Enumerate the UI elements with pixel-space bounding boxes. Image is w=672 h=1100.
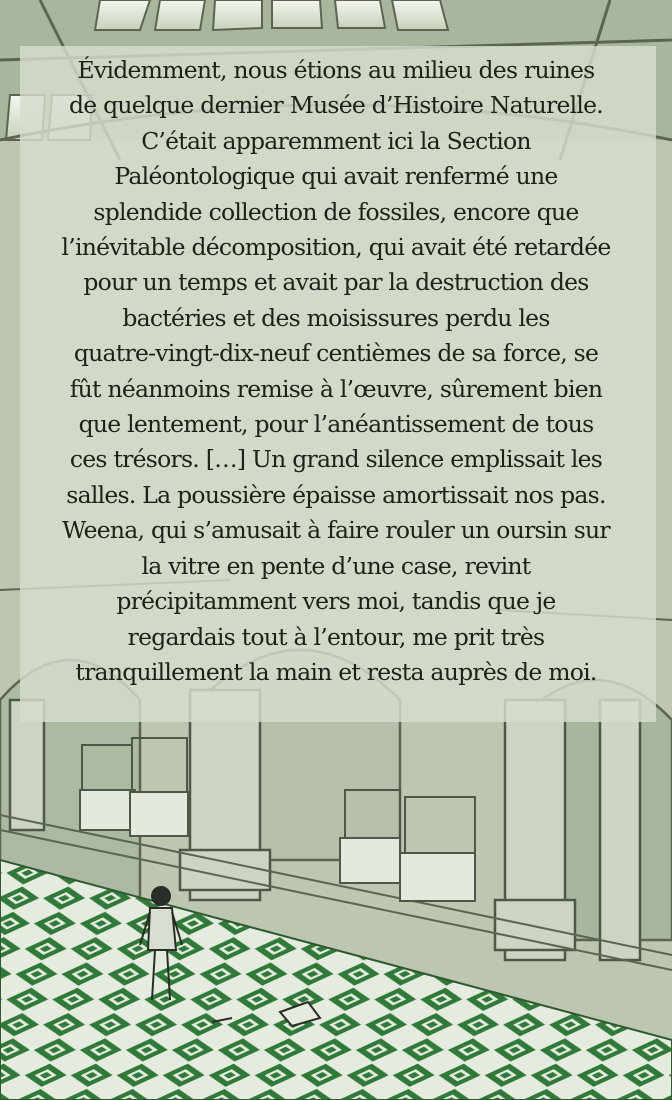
narrative-line: bactéries et des moisissures perdu les bbox=[122, 303, 550, 332]
narrative-line: ces trésors. […] Un grand silence emplissait les bbox=[69, 445, 603, 474]
narrative-line: salles. La poussière épaisse amortissait nos pas. bbox=[66, 480, 606, 509]
narrative-line: regardais tout à l’entour, me prit très bbox=[127, 622, 545, 651]
narrative-line: Paléontologique qui avait renfermé une bbox=[114, 162, 558, 191]
narrative-line: C’était apparemment ici la Section bbox=[141, 126, 531, 155]
narrative-line: Weena, qui s’amusait à faire rouler un oursin sur bbox=[62, 516, 610, 545]
narrative-line: précipitamment vers moi, tandis que je bbox=[116, 587, 556, 616]
narrative-line: splendide collection de fossiles, encore que bbox=[93, 197, 579, 226]
narrative-line: l’inévitable décomposition, qui avait été retardée bbox=[61, 233, 611, 262]
narrative-line: fût néanmoins remise à l’œuvre, sûrement bien bbox=[69, 374, 603, 403]
narrative-line: la vitre en pente d’une case, revint bbox=[141, 551, 531, 580]
narrative-text bbox=[0, 53, 672, 690]
narrative-line: Évidemment, nous étions au milieu des ruines bbox=[77, 56, 595, 84]
narrative-line: quatre-vingt-dix-neuf centièmes de sa force, se bbox=[73, 339, 599, 368]
narrative-line: pour un temps et avait par la destruction des bbox=[83, 268, 589, 297]
narrative-line: que lentement, pour l’anéantissement de tous bbox=[78, 410, 594, 439]
narrative-line: tranquillement la main et resta auprès de moi. bbox=[75, 657, 597, 686]
narrative-line: de quelque dernier Musée d’Histoire Naturelle. bbox=[68, 91, 604, 120]
